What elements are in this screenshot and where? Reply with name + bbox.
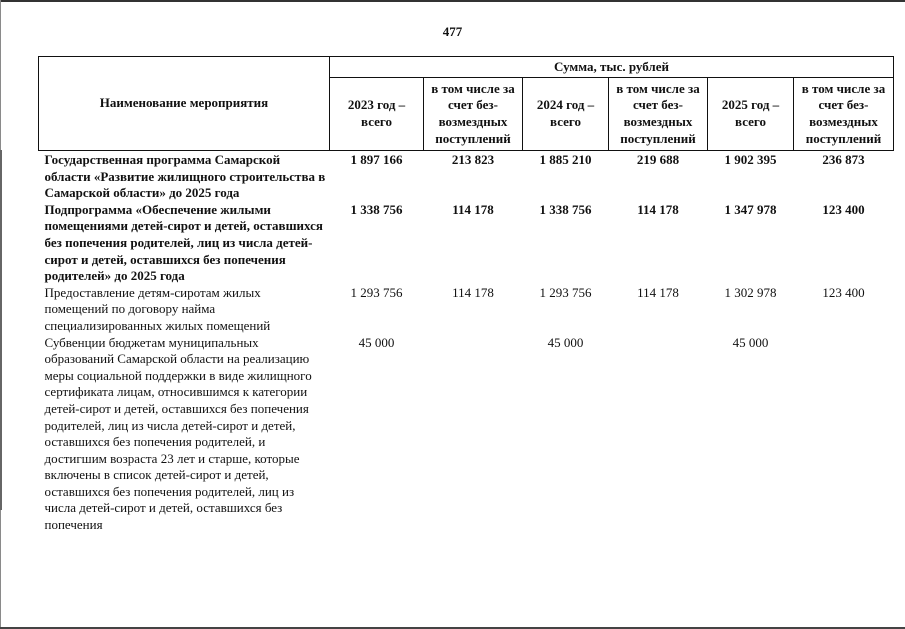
scan-edge-top: [0, 0, 905, 2]
cell-2024-total: 1 293 756: [539, 284, 592, 300]
cell-2023-gratuitous: [424, 335, 523, 536]
cell-2024-gratuitous: 114 178: [637, 201, 679, 217]
cell-2024-gratuitous: 114 178: [637, 284, 679, 300]
cell-2025-gratuitous: [794, 335, 894, 536]
cell-2025-gratuitous: 123 400: [822, 284, 865, 300]
header-2024-total: 2024 год – всего: [523, 78, 609, 151]
cell-2023-gratuitous: 213 823: [451, 152, 495, 167]
page-number: 477: [442, 24, 463, 39]
row-name: Субвенции бюджетам муниципальных образований Самарской области на реализацию меры социальной поддержки в виде жилищного сертификата лицам, относившимся к категории детей-сирот и детей, оставшихся без попечения родителей, лиц из числа детей-сирот и детей, оставшихся без попечения родителей, и достигшим возраста 23 лет и старше, которые включены в список детей-сирот и детей, оставшихся без попечения родителей, лиц из числа детей-сирот и детей, оставшихся без попечения: [44, 334, 312, 533]
cell-2025-total: 1 902 395: [724, 152, 777, 167]
header-2025-total: 2025 год – всего: [708, 78, 794, 151]
cell-2025-total: 45 000: [732, 334, 769, 350]
table-row-state-program: [39, 151, 894, 202]
scan-edge-left-shadow: [0, 150, 2, 510]
cell-2023-gratuitous: 114 178: [452, 284, 494, 300]
table-row-housing-provision: [39, 285, 894, 335]
header-2023-gratuitous: в том числе за счет без-возмездных поступлений: [424, 78, 523, 151]
header-2025-gratuitous: в том числе за счет без-возмездных поступлений: [794, 78, 894, 151]
budget-table: [38, 56, 894, 536]
cell-2025-gratuitous: 236 873: [822, 152, 865, 167]
table-row-subprogram: [39, 202, 894, 285]
cell-2025-total: 1 302 978: [724, 284, 777, 300]
cell-2023-gratuitous: 114 178: [452, 201, 494, 217]
cell-2024-gratuitous: [609, 335, 708, 536]
cell-2023-total: 45 000: [358, 334, 395, 350]
cell-2025-gratuitous: 123 400: [822, 201, 865, 217]
row-name: Подпрограмма «Обеспечение жилыми помещениями детей-сирот и детей, оставшихся без попечения родителей, лиц из числа детей-сирот и детей, оставшихся без попечения родителей» до 2025 года: [44, 201, 323, 284]
row-name: Государственная программа Самарской области «Развитие жилищного строительства в Самарской области» до 2025 года: [44, 152, 326, 201]
cell-2023-total: 1 293 756: [350, 284, 403, 300]
header-2024-gratuitous: в том числе за счет без-возмездных поступлений: [609, 78, 708, 151]
cell-2024-gratuitous: 219 688: [636, 152, 680, 167]
cell-2023-total: 1 897 166: [350, 152, 403, 167]
header-event-name: Наименование мероприятия: [39, 57, 330, 151]
cell-2024-total: 1 885 210: [539, 152, 592, 167]
header-2023-total: 2023 год – всего: [330, 78, 424, 151]
cell-2024-total: 1 338 756: [539, 201, 592, 217]
row-name: Предоставление детям-сиротам жилых помещений по договору найма специализированных жилых помещений: [44, 284, 271, 333]
cell-2023-total: 1 338 756: [350, 201, 403, 217]
cell-2025-total: 1 347 978: [724, 201, 777, 217]
table-row-subventions: [39, 335, 894, 536]
cell-2024-total: 45 000: [547, 334, 584, 350]
header-sum: Сумма, тыс. рублей: [330, 57, 894, 78]
